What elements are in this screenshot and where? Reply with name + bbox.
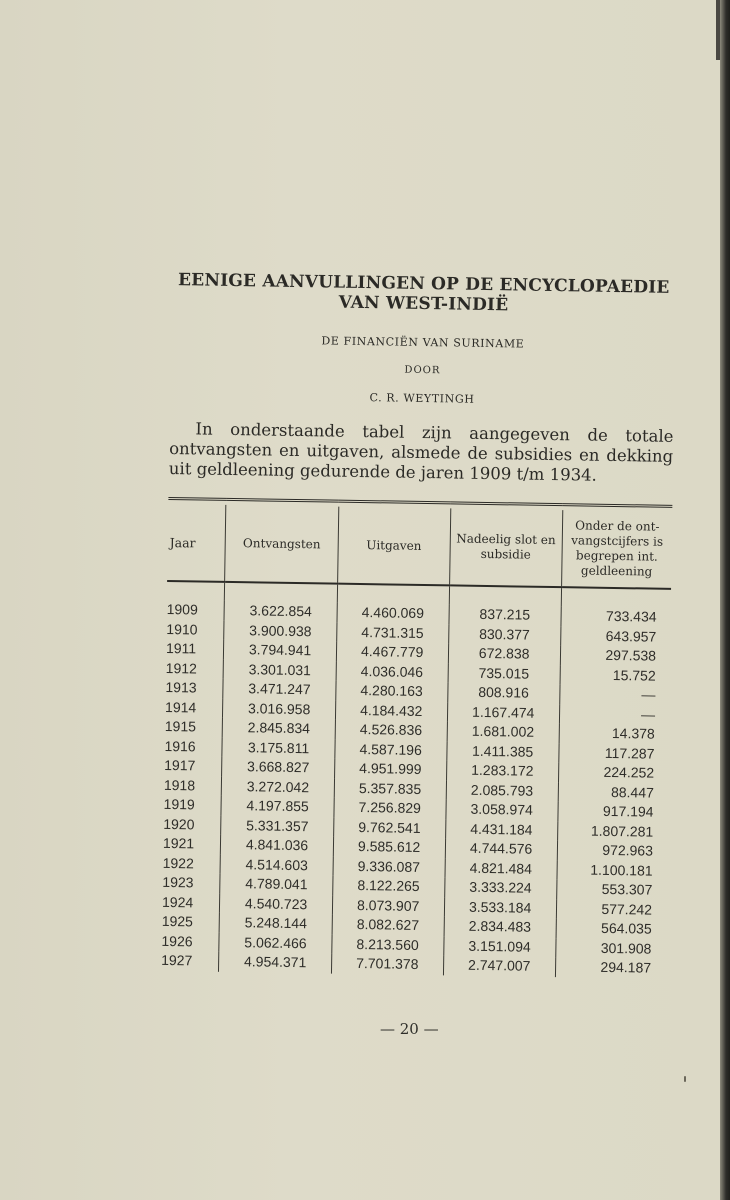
cell-jaar: 1913	[165, 678, 197, 696]
cell-nadeelig-slot: 837.215	[449, 604, 561, 625]
cell-jaar: 1917	[164, 756, 196, 774]
cell-nadeelig-slot: 4.744.576	[445, 838, 557, 859]
cell-uitgaven: 4.951.999	[334, 759, 446, 780]
cell-jaar: 1925	[161, 912, 194, 930]
cell-uitgaven: 9.762.541	[333, 817, 445, 838]
cell-uitgaven: 7.701.378	[331, 954, 443, 975]
cell-nadeelig-slot: 808.916	[447, 682, 559, 703]
cell-ontvangsten: 3.301.031	[224, 659, 337, 680]
cell-geldleening: 15.752	[560, 665, 670, 686]
paper-speck	[684, 1076, 686, 1082]
cell-geldleening: 117.287	[558, 743, 668, 764]
cell-jaar: 1922	[162, 854, 194, 871]
cell-geldleening: 14.378	[559, 723, 669, 744]
cell-nadeelig-slot: 4.431.184	[445, 819, 557, 840]
cell-jaar: 1915	[164, 717, 197, 735]
cell-jaar: 1919	[163, 795, 195, 813]
page-edge	[716, 0, 720, 60]
cell-ontvangsten: 3.016.958	[223, 698, 336, 719]
page-number: — 20 —	[380, 1020, 439, 1038]
cell-geldleening: 1.807.281	[557, 821, 667, 842]
cell-jaar: 1924	[161, 893, 194, 910]
cell-nadeelig-slot: 830.377	[448, 624, 560, 645]
cell-jaar: 1912	[165, 659, 198, 676]
cell-geldleening: 564.035	[556, 918, 666, 939]
cell-ontvangsten: 4.789.041	[220, 874, 333, 895]
cell-nadeelig-slot: 1.283.172	[446, 760, 558, 781]
cell-geldleening: 553.307	[556, 879, 666, 900]
cell-uitgaven: 8.122.265	[332, 876, 444, 897]
cell-ontvangsten: 3.794.941	[224, 640, 337, 661]
cell-geldleening: 917.194	[558, 801, 668, 822]
cell-uitgaven: 7.256.829	[334, 798, 446, 819]
cell-jaar: 1927	[161, 951, 193, 969]
header-geldleening: Onder de ont- vangstcijfers is begrepen int. geldleening	[561, 510, 672, 589]
cell-ontvangsten: 4.954.371	[219, 952, 332, 973]
cell-geldleening: 88.447	[558, 782, 668, 803]
cell-uitgaven: 4.467.779	[336, 642, 448, 663]
cell-uitgaven: 4.587.196	[335, 739, 447, 760]
header-jaar: Jaar	[167, 504, 226, 582]
finance-table	[161, 497, 672, 978]
cell-jaar: 1911	[165, 639, 197, 657]
cell-jaar: 1910	[166, 620, 198, 637]
cell-uitgaven: 4.280.163	[335, 681, 447, 702]
cell-nadeelig-slot: 3.151.094	[443, 936, 555, 957]
byline-door: DOOR	[404, 364, 441, 377]
cell-jaar: 1920	[163, 815, 195, 832]
table-header-row	[167, 504, 672, 589]
cell-uitgaven: 8.073.907	[332, 895, 444, 916]
cell-ontvangsten: 2.845.834	[223, 718, 336, 739]
cell-ontvangsten: 3.175.811	[222, 737, 335, 758]
cell-nadeelig-slot: 1.167.474	[447, 702, 559, 723]
cell-ontvangsten: 3.471.247	[223, 679, 336, 700]
cell-uitgaven: 8.082.627	[332, 915, 444, 936]
cell-geldleening: 733.434	[561, 606, 671, 627]
cell-uitgaven: 9.336.087	[333, 856, 445, 877]
cell-nadeelig-slot: 3.058.974	[446, 799, 558, 820]
cell-jaar: 1914	[165, 698, 197, 715]
cell-ontvangsten: 5.248.144	[220, 913, 333, 934]
intro-paragraph: In onderstaande tabel zijn aangegeven de totale ontvangsten en uitgaven, alsmede de subsidies en dekking uit geldleening gedurende de jaren 1909 t/m 1934.	[168, 419, 674, 485]
cell-ontvangsten: 5.331.357	[221, 815, 334, 836]
cell-ontvangsten: 3.668.827	[222, 757, 335, 778]
cell-nadeelig-slot: 1.411.385	[447, 741, 559, 762]
header-ontvangsten: Ontvangsten	[225, 505, 338, 584]
cell-ontvangsten: 3.622.854	[224, 601, 337, 622]
cell-ontvangsten: 4.841.036	[221, 835, 334, 856]
cell-geldleening: 972.963	[557, 840, 667, 861]
cell-geldleening: —	[559, 704, 669, 725]
cell-ontvangsten: 4.197.855	[221, 796, 334, 817]
cell-jaar: 1918	[163, 776, 196, 793]
cell-geldleening: —	[559, 684, 669, 705]
cell-geldleening: 224.252	[558, 762, 668, 783]
cell-geldleening: 297.538	[560, 645, 670, 666]
cell-nadeelig-slot: 2.085.793	[446, 780, 558, 801]
cell-nadeelig-slot: 3.333.224	[444, 877, 556, 898]
cell-geldleening: 577.242	[556, 899, 666, 920]
author-name: C. R. WEYTINGH	[369, 391, 475, 406]
table-body	[161, 581, 671, 978]
header-uitgaven: Uitgaven	[337, 507, 450, 586]
cell-geldleening: 294.187	[555, 957, 665, 978]
cell-geldleening: 301.908	[555, 938, 665, 959]
cell-nadeelig-slot: 3.533.184	[444, 897, 556, 918]
cell-uitgaven: 4.731.315	[336, 622, 448, 643]
cell-uitgaven: 4.036.046	[336, 661, 448, 682]
cell-uitgaven: 8.213.560	[331, 934, 443, 955]
cell-jaar: 1916	[164, 737, 196, 754]
article-subtitle: DE FINANCIËN VAN SURINAME	[321, 334, 525, 351]
cell-nadeelig-slot: 672.838	[448, 643, 560, 664]
article-title: EENIGE AANVULLINGEN OP DE ENCYCLOPAEDIE VAN WEST-INDIË	[177, 270, 670, 316]
cell-nadeelig-slot: 2.834.483	[444, 916, 556, 937]
cell-uitgaven: 4.184.432	[335, 700, 447, 721]
cell-geldleening: 643.957	[560, 626, 670, 647]
cell-nadeelig-slot: 4.821.484	[445, 858, 557, 879]
cell-uitgaven: 5.357.835	[334, 778, 446, 799]
cell-nadeelig-slot: 735.015	[448, 663, 560, 684]
cell-uitgaven: 4.460.069	[337, 603, 449, 624]
header-nadeelig-slot: Nadeelig slot en subsidie	[449, 508, 562, 587]
cell-jaar: 1926	[161, 932, 193, 949]
book-spine	[720, 0, 730, 1200]
page-content	[161, 270, 676, 978]
cell-jaar: 1923	[162, 873, 194, 891]
cell-geldleening: 1.100.181	[557, 860, 667, 881]
cell-uitgaven: 9.585.612	[333, 837, 445, 858]
cell-ontvangsten: 3.900.938	[224, 620, 337, 641]
cell-jaar: 1909	[166, 600, 198, 618]
cell-nadeelig-slot: 2.747.007	[443, 955, 555, 976]
cell-ontvangsten: 4.540.723	[220, 893, 333, 914]
cell-jaar: 1921	[162, 834, 195, 852]
cell-ontvangsten: 5.062.466	[219, 932, 332, 953]
cell-ontvangsten: 4.514.603	[220, 854, 333, 875]
cell-ontvangsten: 3.272.042	[222, 776, 335, 797]
cell-nadeelig-slot: 1.681.002	[447, 721, 559, 742]
cell-uitgaven: 4.526.836	[335, 720, 447, 741]
